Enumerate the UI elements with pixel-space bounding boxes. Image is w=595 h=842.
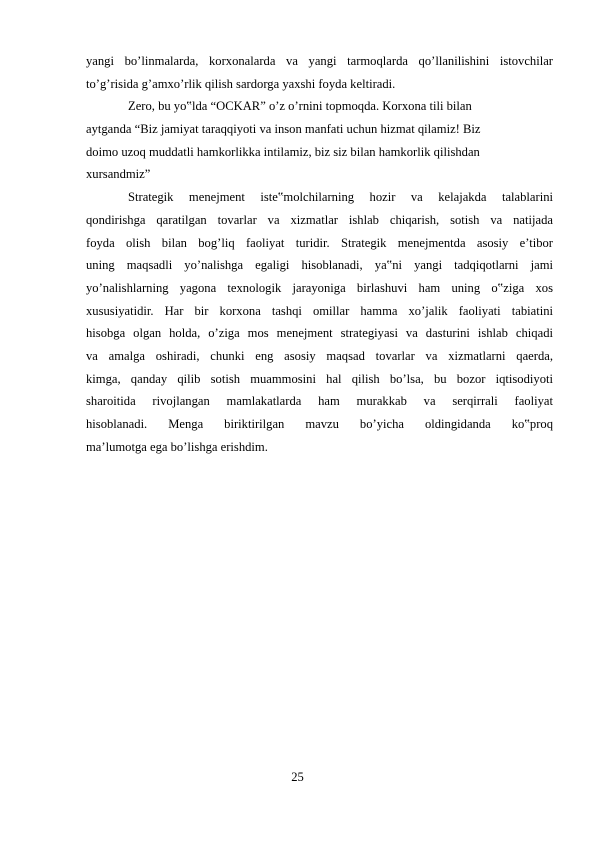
- text-line: doimo uzoq muddatli hamkorlikka intilamiz, biz siz bilan hamkorlik qilishdan: [86, 144, 480, 159]
- text-line: aytganda “Biz jamiyat taraqqiyoti va inson manfati uchun hizmat qilamiz! Biz: [86, 122, 481, 137]
- paragraph-start-line: Zero, bu yo‟lda “OCKAR” o’z o’rnini topmoqda. Korxona tili bilan: [128, 99, 472, 114]
- text-line: foyda olish bilan bog’liq faoliyat turidir. Strategik menejmentda asosiy e’tibor: [86, 235, 553, 250]
- text-line: ma’lumotga ega bo’lishga erishdim.: [86, 439, 268, 454]
- paragraph-start-line: Strategik menejment iste‟molchilarning hozir va kelajakda talablarini: [128, 190, 553, 205]
- text-line: xususiyatidir. Har bir korxona tashqi omillar hamma xo’jalik faoliyati tabiatini: [86, 303, 553, 318]
- text-line: uning maqsadli yo’nalishga egaligi hisoblanadi, ya‟ni yangi tadqiqotlarni jami: [86, 258, 553, 273]
- text-line: hisoblanadi. Menga biriktirilgan mavzu bo’yicha oldingidanda ko‟proq: [86, 417, 553, 431]
- text-line: sharoitida rivojlangan mamlakatlarda ham murakkab va serqirrali faoliyat: [86, 394, 553, 409]
- text-line: va amalga oshiradi, chunki eng asosiy maqsad tovarlar va xizmatlarni qaerda,: [86, 348, 553, 363]
- text-line: yangi bo’linmalarda, korxonalarda va yangi tarmoqlarda qo’llanilishini istovchilar: [86, 54, 553, 68]
- text-line: to’g’risida g’amxo’rlik qilish sardorga yaxshi foyda keltiradi.: [86, 76, 396, 91]
- page-number: 25: [291, 770, 304, 784]
- text-line: kimga, qanday qilib sotish muammosini hal qilish bo’lsa, bu bozor iqtisodiyoti: [86, 371, 553, 386]
- text-line: qondirishga qaratilgan tovarlar va xizmatlar ishlab chiqarish, sotish va natijada: [86, 212, 553, 227]
- text-line: hisobga olgan holda, o’ziga mos menejment strategiyasi va dasturini ishlab chiqadi: [86, 326, 553, 341]
- text-line: xursandmiz”: [86, 167, 151, 182]
- document-body: [86, 50, 553, 458]
- text-line: yo’nalishlarning yagona texnologik jarayoniga birlashuvi ham uning o‟ziga xos: [86, 280, 553, 295]
